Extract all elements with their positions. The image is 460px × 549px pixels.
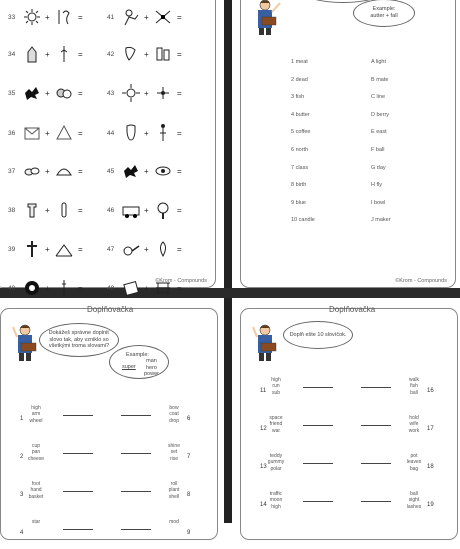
clue-words-right: pot leaves bag [406,453,422,472]
answer-blank[interactable] [303,463,333,464]
picture-row-37 [8,161,98,183]
picture-clue-icon [153,83,173,103]
match-item-right: F ball [371,147,385,153]
example-word: super [122,364,136,370]
plus-sign: + [45,284,50,293]
picture-clue-icon [22,123,42,143]
plus-sign: + [45,167,50,176]
match-item-right: J maker [371,217,391,224]
example-bubble [353,0,415,27]
equals-sign: = [78,13,83,22]
picture-clue-icon [153,161,173,181]
plus-sign: + [45,89,50,98]
example-label: Example: [126,352,149,358]
example-label: Example: [372,6,396,13]
answer-blank[interactable] [361,501,391,502]
worksheet-doplnovacka-2 [240,305,458,540]
match-item-right: D berry [371,111,390,118]
equals-sign: = [177,245,182,254]
picture-row-46 [107,200,197,222]
match-item-left: 8 birth [291,182,307,189]
clue-words-left: traffic moon high [269,491,283,510]
picture-clue-icon [153,7,173,27]
worksheet-title: Doplňovačka [329,305,376,314]
picture-row-40 [8,278,98,300]
clue-words-left: high run sub [271,377,281,396]
equals-sign: = [177,89,182,98]
row-number: 48 [107,285,115,292]
row-number: 43 [107,90,115,97]
picture-clue-icon [153,239,173,259]
picture-clue-icon [153,200,173,220]
answer-blank[interactable] [121,529,151,530]
row-number: 12 [260,426,267,432]
picture-clue-icon [54,44,74,64]
clue-words-right: roll plant shell [168,481,180,500]
bubble-text: Dokážeš správne doplniť slovo tak, aby vzniklo so všetkými troma slovami? [48,329,110,350]
row-number: 38 [8,207,16,214]
answer-blank[interactable] [63,415,93,416]
row-number: 11 [260,388,267,394]
answer-blank[interactable] [303,501,333,502]
match-item-left: 1 meat [291,59,308,65]
picture-row-35 [8,83,98,105]
example-value: autter + fall [370,13,398,19]
picture-row-47 [107,239,197,261]
plus-sign: + [144,89,149,98]
worksheet-matching [240,0,456,288]
fill-row-3 [1,481,217,511]
match-item-left: 7 class [291,164,309,171]
picture-clue-icon [121,200,141,220]
clue-words-left: space friend war [269,415,283,434]
row-number: 6 [187,416,191,422]
equals-sign: = [78,167,83,176]
picture-clue-icon [54,278,74,298]
fill-row-4 [1,519,217,549]
answer-blank[interactable] [63,491,93,492]
picture-clue-icon [54,161,74,181]
plus-sign: + [144,245,149,254]
plus-sign: + [45,13,50,22]
answer-blank[interactable] [303,425,333,426]
picture-row-42 [107,44,197,66]
picture-clue-icon [22,161,42,181]
row-number: 7 [187,454,191,460]
clue-words-left: teddy gummy polar [267,453,285,472]
equals-sign: = [177,50,182,59]
worksheet-picture-compounds [0,0,216,293]
picture-clue-icon [121,83,141,103]
row-number: 40 [8,285,16,292]
fill-row-13 [241,453,457,483]
picture-clue-icon [54,7,74,27]
picture-clue-icon [121,278,141,298]
clue-words-left: high arm wheel [29,405,43,424]
footer-credit: ©Krom - Compounds [155,278,207,284]
worksheet-doplnovacka-1 [0,305,218,540]
vertical-gutter [224,0,232,523]
plus-sign: + [144,167,149,176]
worksheet-title: Doplňovačka [87,305,134,314]
match-item-right: I bowl [371,199,386,206]
picture-row-45 [107,161,197,183]
match-item-left: 10 candle [291,217,315,224]
row-number: 18 [427,464,434,470]
picture-row-33 [8,7,98,29]
speech-bubble [283,321,353,349]
row-number: 44 [107,130,115,137]
clue-words-right: hold wife work [408,415,420,434]
picture-clue-icon [121,239,141,259]
row-number: 1 [20,416,24,422]
row-number: 8 [187,492,191,498]
fill-row-11 [241,377,457,407]
answer-blank[interactable] [361,387,391,388]
footer-credit: ©Krom - Compounds [395,278,447,284]
row-number: 34 [8,51,16,58]
picture-row-36 [8,123,98,145]
picture-clue-icon [153,44,173,64]
row-number: 13 [260,464,267,470]
equals-sign: = [78,206,83,215]
equals-sign: = [78,89,83,98]
example-bubble [109,345,169,379]
match-item-right: C line [371,94,386,101]
row-number: 19 [427,502,434,508]
teacher-illustration [253,0,283,35]
clue-words-left: star [31,519,41,525]
picture-clue-icon [121,7,141,27]
plus-sign: + [144,129,149,138]
row-number: 14 [260,502,267,508]
match-item-left: 6 north [291,147,309,153]
picture-clue-icon [22,44,42,64]
row-number: 4 [20,530,24,536]
picture-row-44 [107,123,197,145]
answer-blank[interactable] [121,415,151,416]
picture-clue-icon [22,7,42,27]
plus-sign: + [144,284,149,293]
row-number: 35 [8,90,16,97]
picture-row-34 [8,44,98,66]
plus-sign: + [45,206,50,215]
equals-sign: = [177,206,182,215]
picture-clue-icon [22,83,42,103]
match-item-right: B mate [371,76,389,83]
picture-clue-icon [121,161,141,181]
match-item-right: E east [371,129,387,136]
row-number: 37 [8,168,16,175]
picture-clue-icon [153,123,173,143]
picture-clue-icon [22,200,42,220]
row-number: 47 [107,246,115,253]
match-item-right: G day [371,164,386,171]
row-number: 3 [20,492,24,498]
row-number: 17 [427,426,434,432]
picture-clue-icon [54,123,74,143]
match-item-left: 9 blue [291,199,306,206]
row-number: 16 [427,388,434,394]
equals-sign: = [177,167,182,176]
match-item-left: 3 fish [291,94,305,101]
speech-bubble [39,323,119,357]
teacher-illustration [253,323,283,363]
equals-sign: = [78,129,83,138]
picture-clue-icon [54,239,74,259]
answer-blank[interactable] [121,453,151,454]
clue-words-left: cup pan cheese [27,443,45,462]
row-number: 33 [8,14,16,21]
clue-words-right: shine set rise [168,443,180,462]
clue-words-right: mod [169,519,179,525]
picture-row-38 [8,200,98,222]
equals-sign: = [177,129,182,138]
picture-row-39 [8,239,98,261]
equals-sign: = [78,50,83,59]
picture-clue-icon [22,278,42,298]
picture-clue-icon [54,200,74,220]
plus-sign: + [144,206,149,215]
plus-sign: + [45,50,50,59]
picture-row-41 [107,7,197,29]
example-words: man hero power [144,358,159,378]
answer-blank[interactable] [361,425,391,426]
row-number: 2 [20,454,24,460]
row-number: 39 [8,246,16,253]
match-item-left: 2 dead [291,76,308,83]
plus-sign: + [45,129,50,138]
clue-words-right: walk fish ball [408,377,419,396]
match-item-right: H fly [371,182,382,189]
match-item-right: A light [371,59,386,65]
plus-sign: + [45,245,50,254]
match-item-left: 5 coffee [291,129,311,136]
match-item-left: 4 butter [291,111,310,118]
equals-sign: = [78,284,83,293]
answer-blank[interactable] [63,529,93,530]
teacher-illustration [13,323,43,363]
row-number: 9 [187,530,191,536]
bubble-text: Doplň ešte 10 slovíčok. [289,331,347,338]
plus-sign: + [144,50,149,59]
equals-sign: = [78,245,83,254]
picture-clue-icon [121,44,141,64]
row-number: 41 [107,14,115,21]
picture-clue-icon [54,83,74,103]
row-number: 36 [8,130,16,137]
answer-blank[interactable] [303,387,333,388]
clue-words-right: ball sight lashes [406,491,422,510]
answer-blank[interactable] [121,491,151,492]
fill-row-14 [241,491,457,521]
equals-sign: = [177,284,182,293]
equals-sign: = [177,13,182,22]
picture-row-43 [107,83,197,105]
fill-row-2 [1,443,217,473]
clue-words-left: foot hand basket [28,481,44,500]
clue-words-right: bow coat drop [168,405,179,424]
picture-clue-icon [121,123,141,143]
row-number: 42 [107,51,115,58]
picture-clue-icon [22,239,42,259]
answer-blank[interactable] [63,453,93,454]
row-number: 45 [107,168,115,175]
answer-blank[interactable] [361,463,391,464]
row-number: 46 [107,207,115,214]
fill-row-12 [241,415,457,445]
plus-sign: + [144,13,149,22]
fill-row-1 [1,405,217,435]
